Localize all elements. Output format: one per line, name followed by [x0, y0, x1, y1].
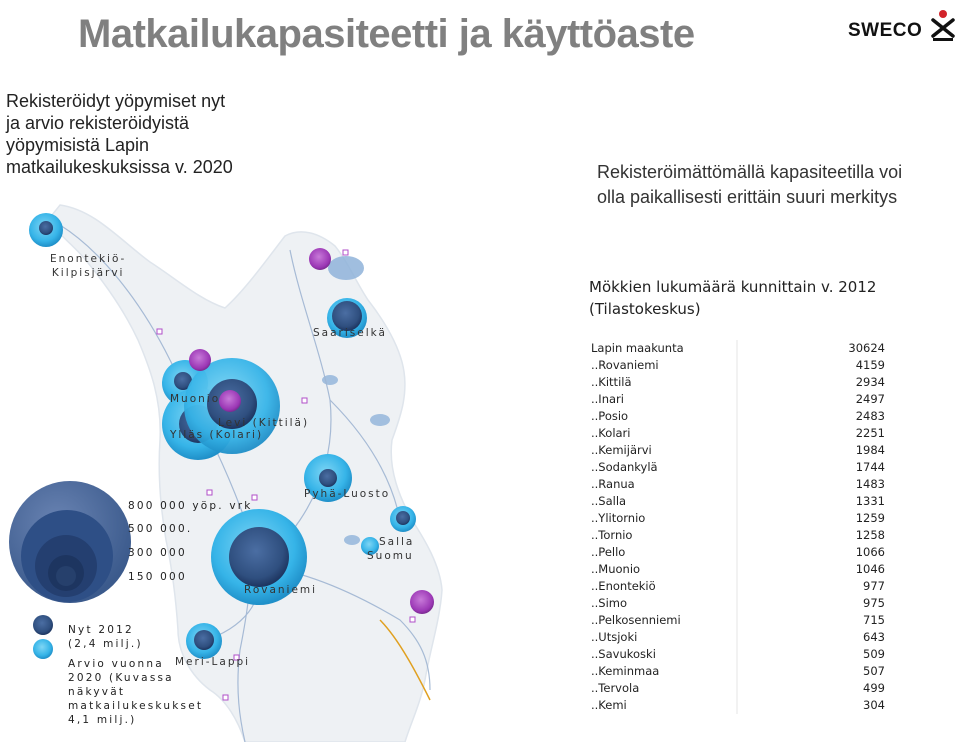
- table-cell-count: 715: [737, 612, 889, 629]
- table-row: [587, 629, 889, 646]
- table-cell-count: 509: [737, 646, 889, 663]
- table-cell-count: 1259: [737, 510, 889, 527]
- lake-inarijarvi: [328, 256, 364, 280]
- table-cell-count: 1066: [737, 544, 889, 561]
- table-row: [587, 544, 889, 561]
- table-cell-municipality: ..Tornio: [587, 527, 737, 544]
- legend-scale-500000: 500 000.: [128, 523, 193, 535]
- table-cell-count: 975: [737, 595, 889, 612]
- table-row: [587, 663, 889, 680]
- table-row: [587, 561, 889, 578]
- table-row: [587, 357, 889, 374]
- label-meri-lappi: Meri-Lappi: [175, 656, 251, 668]
- table-cell-municipality: ..Posio: [587, 408, 737, 425]
- table-cell-count: 1046: [737, 561, 889, 578]
- table-cell-count: 1483: [737, 476, 889, 493]
- table-cell-municipality: ..Kolari: [587, 425, 737, 442]
- purple-marker-levi: [219, 390, 241, 412]
- legend-forecast-swatch: [33, 639, 53, 659]
- sweco-logo: [846, 6, 956, 46]
- table-cell-count: 2251: [737, 425, 889, 442]
- table-cell-municipality: ..Utsjoki: [587, 629, 737, 646]
- label-salla: Salla: [379, 536, 415, 548]
- table-cell-count: 977: [737, 578, 889, 595]
- table-cell-municipality: ..Sodankylä: [587, 459, 737, 476]
- table-cell-count: 2483: [737, 408, 889, 425]
- table-row: [587, 391, 889, 408]
- table-cell-municipality: ..Kemijärvi: [587, 442, 737, 459]
- table-cell-municipality: ..Savukoski: [587, 646, 737, 663]
- table-cell-municipality: ..Salla: [587, 493, 737, 510]
- lake-kemijarvi: [344, 535, 360, 545]
- table-row: [587, 374, 889, 391]
- bubble-enontekio: [29, 213, 63, 247]
- bubble-meri-lappi: [186, 623, 222, 659]
- label-pyha-luosto: Pyhä-Luosto: [304, 488, 391, 500]
- sweco-person-icon: [930, 8, 956, 42]
- table-cell-count: 30624: [737, 340, 889, 357]
- table-row: [587, 697, 889, 714]
- purple-marker-utsjoki: [309, 248, 331, 270]
- label-yllas: Ylläs (Kolari): [170, 429, 264, 441]
- table-row: [587, 459, 889, 476]
- label-enontekio: Enontekiö- Kilpisjärvi: [50, 253, 127, 279]
- table-cell-municipality: ..Simo: [587, 595, 737, 612]
- table-row: [587, 646, 889, 663]
- logo-text: SWECO: [848, 20, 923, 41]
- table-row: [587, 493, 889, 510]
- table-heading-line2: (Tilastokeskus): [589, 300, 701, 318]
- table-cell-municipality: ..Kittilä: [587, 374, 737, 391]
- purple-marker-muonio: [189, 349, 211, 371]
- table-cell-count: 643: [737, 629, 889, 646]
- cottage-count-table: [587, 340, 889, 714]
- table-body: [587, 340, 889, 714]
- label-saariselka: Saariselkä: [313, 327, 387, 339]
- table-cell-count: 4159: [737, 357, 889, 374]
- table-cell-municipality: ..Pello: [587, 544, 737, 561]
- table-cell-municipality: ..Muonio: [587, 561, 737, 578]
- label-muonio: Muonio: [170, 393, 221, 405]
- table-heading-line1: Mökkien lukumäärä kunnittain v. 2012: [589, 278, 877, 296]
- table-row: [587, 340, 889, 357]
- bubble-salla: [390, 506, 416, 532]
- table-cell-municipality: ..Kemi: [587, 697, 737, 714]
- table-row: [587, 425, 889, 442]
- table-cell-count: 2497: [737, 391, 889, 408]
- table-row: [587, 510, 889, 527]
- table-cell-municipality: ..Ranua: [587, 476, 737, 493]
- legend-size-scale: [9, 481, 131, 603]
- table-row: [587, 612, 889, 629]
- table-cell-municipality: ..Tervola: [587, 680, 737, 697]
- intro-text: Rekisteröidyt yöpymiset nyt ja arvio rekisteröidyistä yöpymisistä Lapin matkailukeskuksissa v. 2020: [6, 91, 233, 177]
- table-row: [587, 408, 889, 425]
- table-row: [587, 595, 889, 612]
- table-cell-count: 499: [737, 680, 889, 697]
- table-cell-count: 1744: [737, 459, 889, 476]
- table-cell-count: 304: [737, 697, 889, 714]
- table-row: [587, 442, 889, 459]
- table-cell-count: 1258: [737, 527, 889, 544]
- label-rovaniemi: Rovaniemi: [244, 584, 318, 596]
- table-row: [587, 680, 889, 697]
- legend-scale-300000: 300 000: [128, 547, 187, 559]
- table-row: [587, 476, 889, 493]
- table-cell-count: 507: [737, 663, 889, 680]
- table-cell-municipality: ..Ylitornio: [587, 510, 737, 527]
- legend-scale-150000: 150 000: [128, 571, 187, 583]
- table-cell-count: 1331: [737, 493, 889, 510]
- table-cell-count: 1984: [737, 442, 889, 459]
- purple-marker-kemijarvi: [410, 590, 434, 614]
- note-text: Rekisteröimättömällä kapasiteetilla voi olla paikallisesti erittäin suuri merkitys: [597, 162, 903, 207]
- table-row: [587, 527, 889, 544]
- label-suomu: Suomu: [367, 550, 414, 562]
- lake-lokka: [370, 414, 390, 426]
- legend-current-swatch: [33, 615, 53, 635]
- table-row: [587, 578, 889, 595]
- label-levi: Levi (Kittilä): [218, 417, 310, 429]
- table-cell-municipality: Lapin maakunta: [587, 340, 737, 357]
- table-cell-municipality: ..Keminmaa: [587, 663, 737, 680]
- table-heading: [589, 276, 909, 320]
- table-cell-municipality: ..Rovaniemi: [587, 357, 737, 374]
- table-cell-municipality: ..Inari: [587, 391, 737, 408]
- table-cell-municipality: ..Enontekiö: [587, 578, 737, 595]
- legend-current-label: Nyt 2012 (2,4 milj.): [68, 624, 143, 650]
- table-cell-count: 2934: [737, 374, 889, 391]
- legend-scale-800000: 800 000 yöp. vrk: [128, 500, 253, 512]
- page-title: Matkailukapasiteetti ja käyttöaste: [78, 12, 695, 56]
- table-cell-municipality: ..Pelkosenniemi: [587, 612, 737, 629]
- legend-forecast-label: Arvio vuonna 2020 (Kuvassa näkyvät matkailukeskukset 4,1 milj.): [68, 658, 204, 726]
